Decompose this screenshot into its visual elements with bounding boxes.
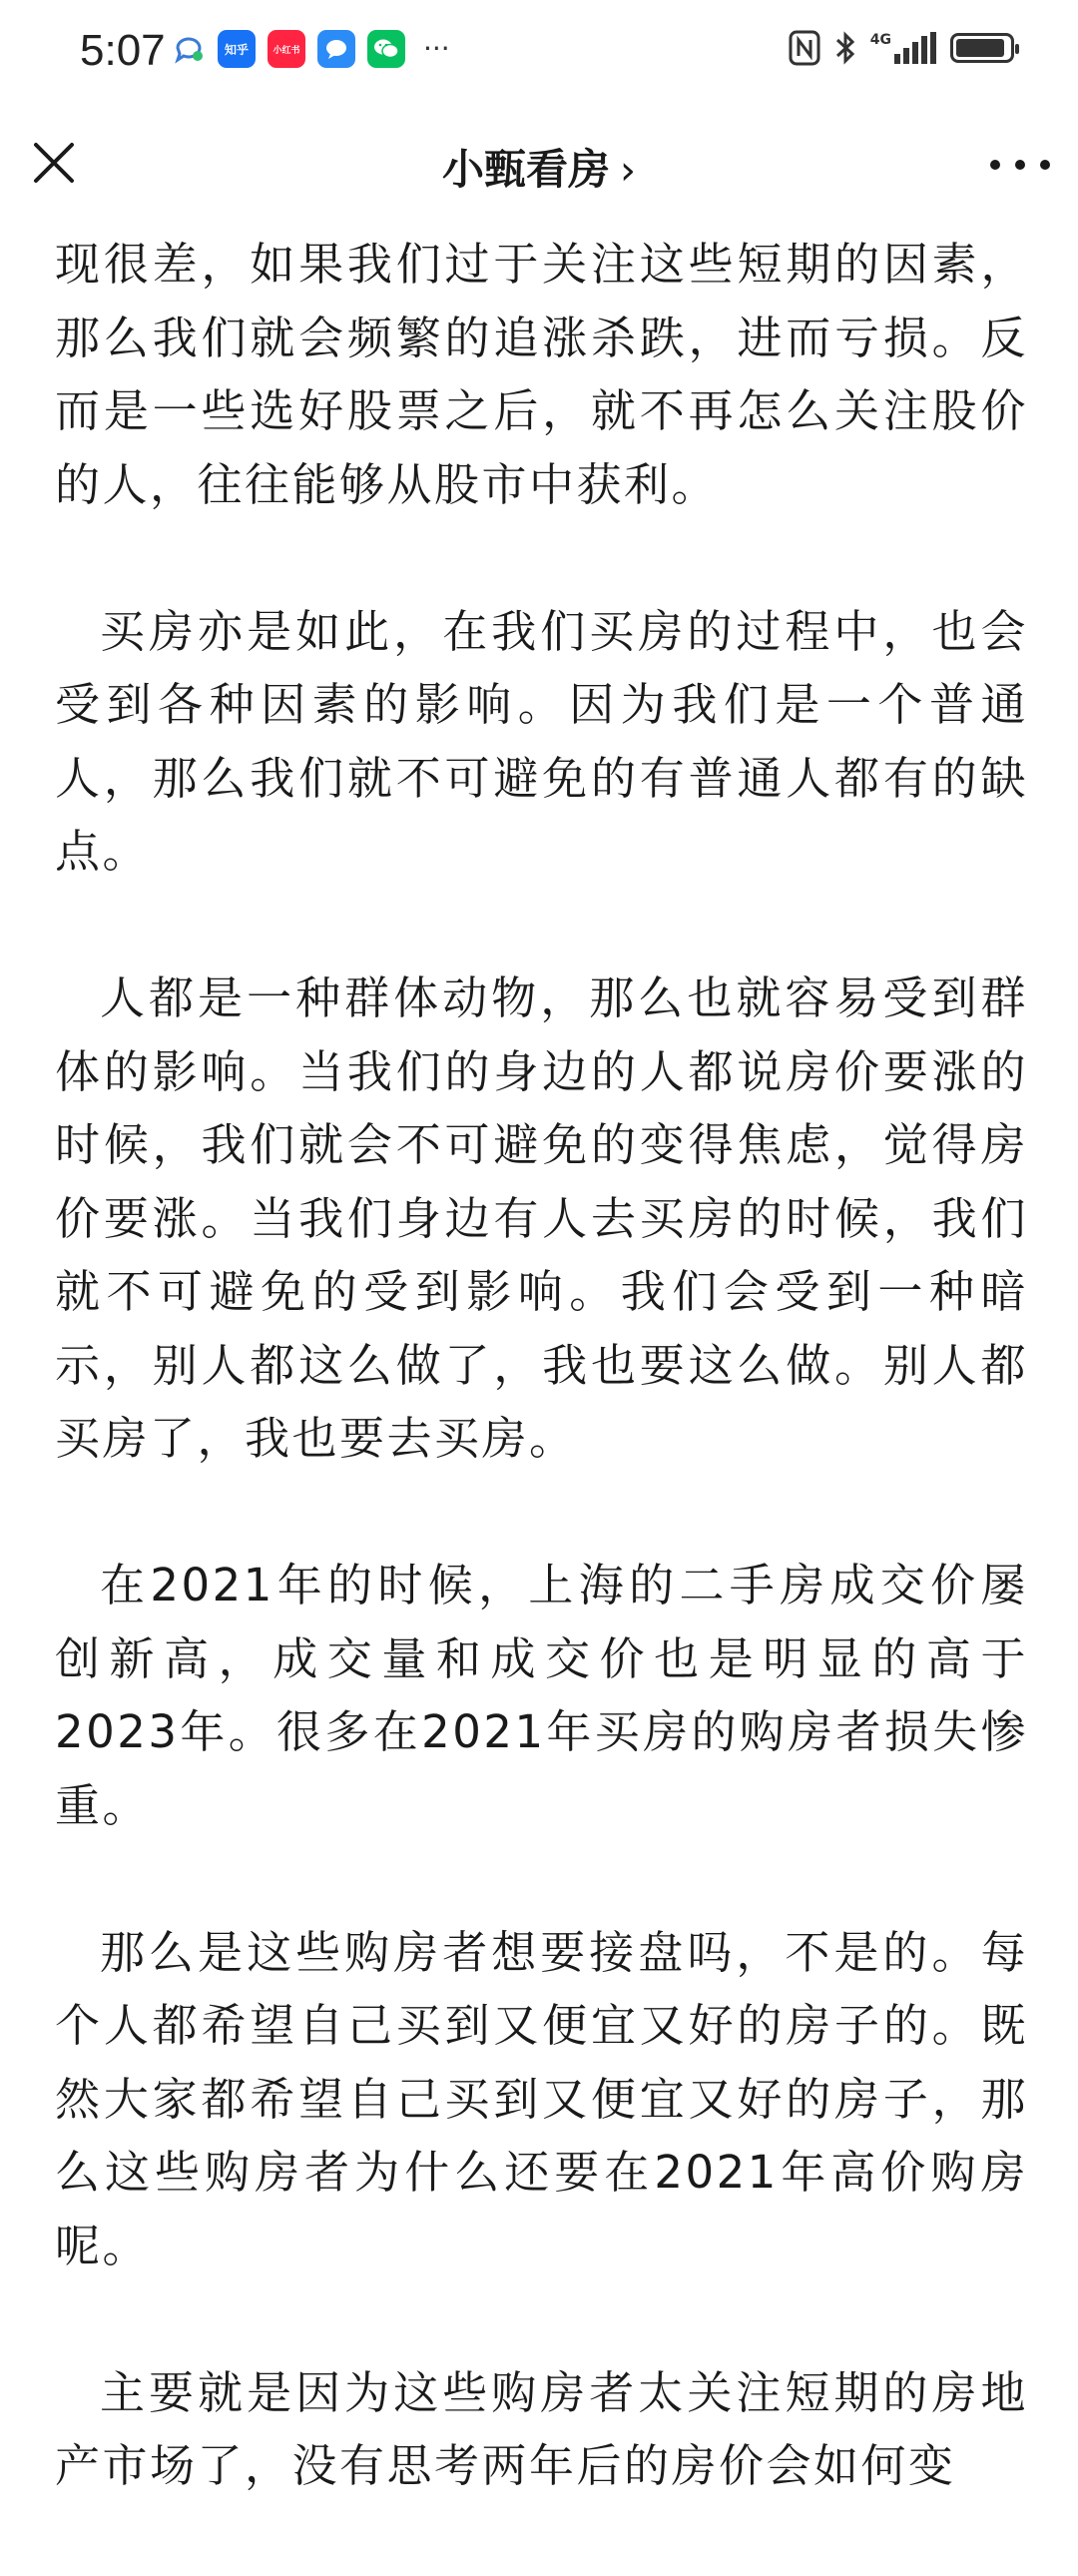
article-header xyxy=(0,105,1078,235)
article-paragraph: 现很差，如果我们过于关注这些短期的因素，那么我们就会频繁的追涨杀跌，进而亏损。反而是一些选好股票之后，就不再怎么关注股价的人，往往能够从股市中获利。 xyxy=(55,238,1028,511)
article-body xyxy=(55,228,1028,2576)
more-options-button[interactable] xyxy=(990,145,1050,185)
speech-bubble-icon xyxy=(324,38,348,60)
more-dot-icon xyxy=(1015,160,1025,170)
xiaohongshu-app-label: 小红书 xyxy=(272,45,300,56)
bluetooth-icon xyxy=(834,30,856,66)
more-dot-icon xyxy=(990,160,1000,170)
article-paragraph: 买房亦是如此，在我们买房的过程中，也会受到各种因素的影响。因为我们是一个普通人，那么我们就不可避免的有普通人都有的缺点。 xyxy=(55,604,1028,878)
chevron-right-icon: › xyxy=(620,148,636,194)
article-paragraph: 那么是这些购房者想要接盘吗，不是的。每个人都希望自己买到又便宜又好的房子的。既然大家都希望自己买到又便宜又好的房子，那么这些购房者为什么还要在2021年高价购房呢。 xyxy=(55,1925,1028,2272)
status-app-icons xyxy=(172,30,450,68)
message-app-icon xyxy=(317,30,355,68)
account-name: 小甄看房 xyxy=(441,145,610,194)
wechat-logo-icon xyxy=(372,37,400,61)
nfc-icon xyxy=(789,30,820,66)
more-dot-icon xyxy=(1040,160,1050,170)
article-paragraph: 人都是一种群体动物，那么也就容易受到群体的影响。当我们的身边的人都说房价要涨的时候，我们就会不可避免的变得焦虑，觉得房价要涨。当我们身边有人去买房的时候，我们就不可避免的受到影响。我们会受到一种暗示，别人都这么做了，我也要这么做。别人都买房了，我也要去买房。 xyxy=(55,971,1028,1465)
signal-strength-icon xyxy=(894,32,936,64)
zhihu-app-icon xyxy=(218,30,256,68)
status-bar xyxy=(0,0,1078,105)
more-notifications-icon: ··· xyxy=(423,32,450,65)
account-title-link[interactable] xyxy=(0,137,1078,197)
status-time: 5:07 xyxy=(80,26,166,75)
network-indicator xyxy=(870,32,936,64)
article-paragraph: 在2021年的时候，上海的二手房成交价屡创新高，成交量和成交价也是明显的高于2023年。很多在2021年买房的购房者损失惨重。 xyxy=(55,1559,1028,1832)
zhihu-app-label: 知乎 xyxy=(224,42,249,57)
article-paragraph: 主要就是因为这些购房者太关注短期的房地产市场了，没有思考两年后的房价会如何变 xyxy=(55,2365,1028,2492)
wechat-app-icon xyxy=(367,30,405,68)
battery-icon xyxy=(950,33,1014,63)
battery-level xyxy=(956,39,1004,57)
chat-bubble-icon xyxy=(172,32,206,66)
xiaohongshu-app-icon xyxy=(268,30,305,68)
status-indicators xyxy=(789,30,1014,66)
network-type-label: 4G xyxy=(869,32,891,48)
